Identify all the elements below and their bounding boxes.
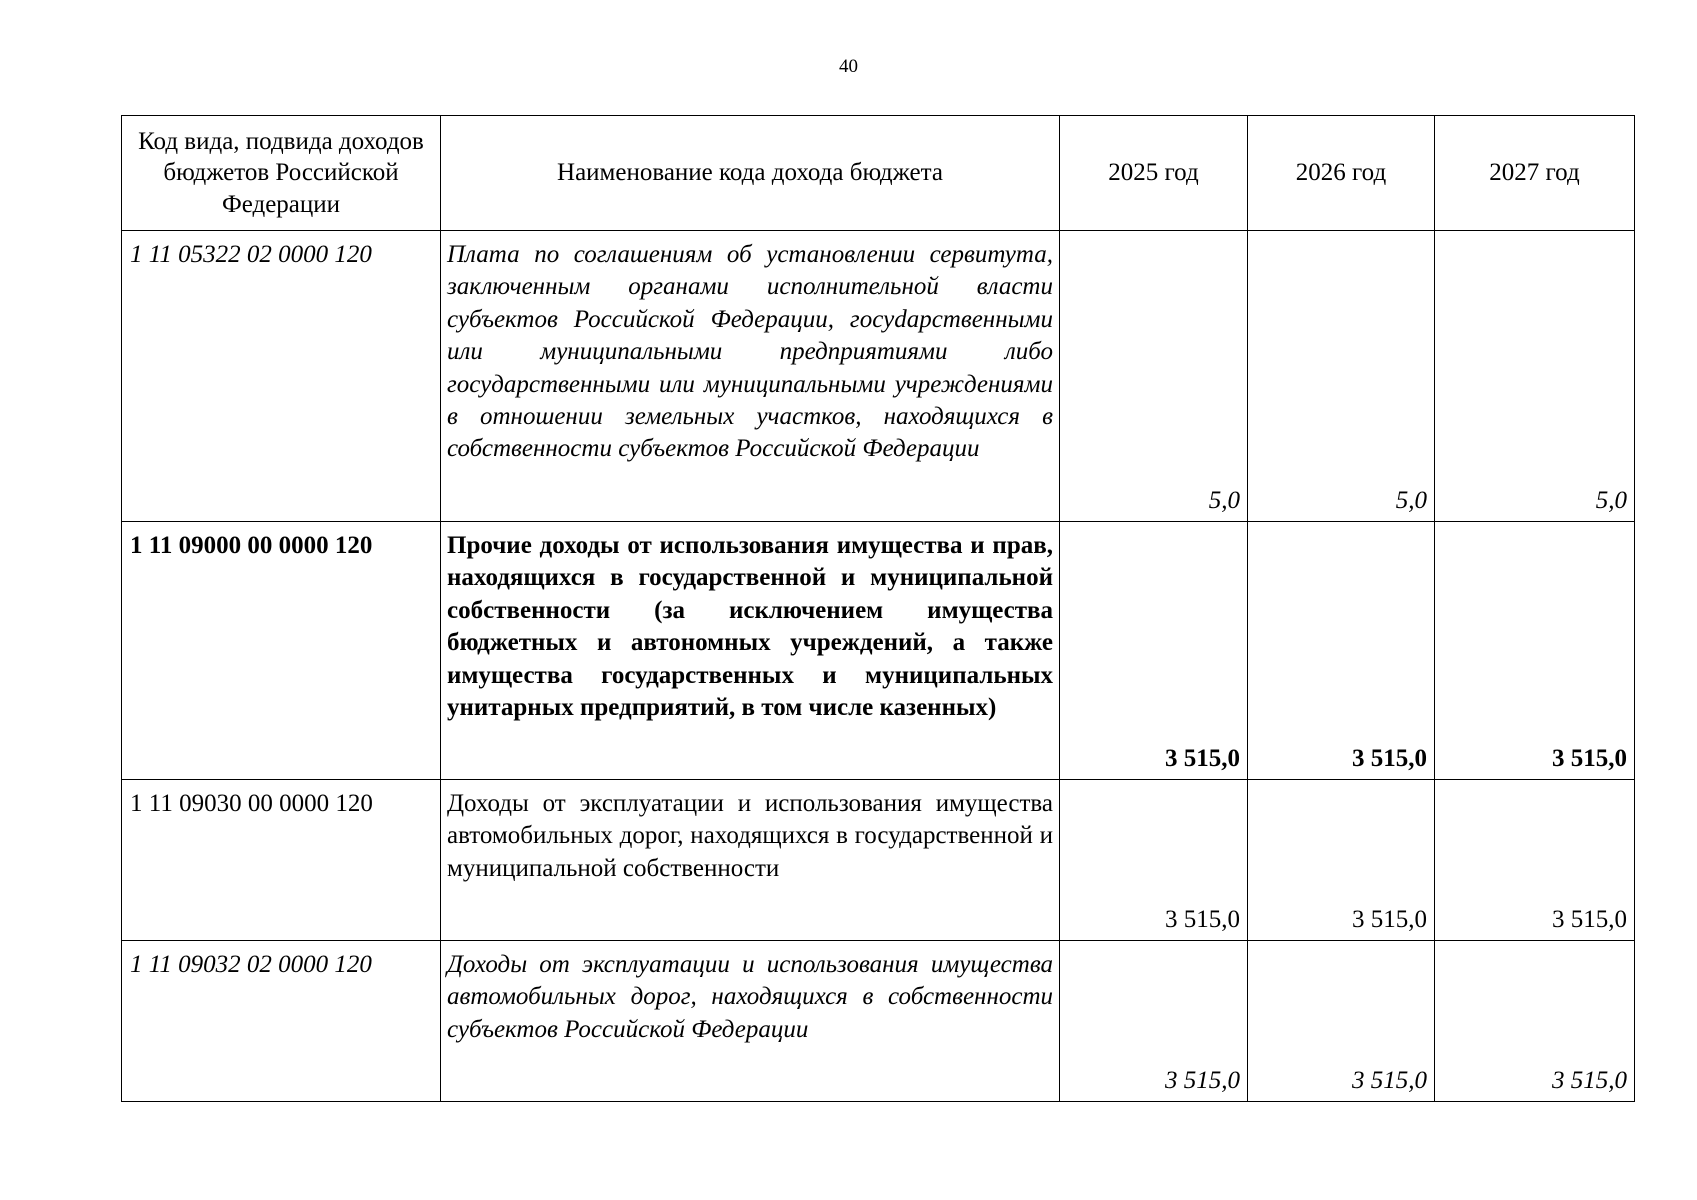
page-number: 40 (839, 56, 858, 77)
revenue-name: Плата по соглашениям об установлении сервитута, заключенным органами исполнительной власти субъектов Российской Федерации, госуdарственными или муниципальными предприятиями либо государственными или муниципальными учреждениями в отношении земельных участков, находящихся в собственности субъектов Российской Федерации (441, 231, 1060, 522)
revenue-code: 1 11 05322 02 0000 120 (122, 231, 441, 522)
table-body (122, 231, 1635, 1102)
header-code: Код вида, подвида доходов бюджетов Российской Федерации (122, 116, 441, 231)
header-2026: 2026 год (1248, 116, 1435, 231)
revenue-name: Доходы от эксплуатации и использования имущества автомобильных дорог, находящихся в собственности субъектов Российской Федерации (441, 941, 1060, 1102)
table-row (122, 231, 1635, 522)
table-row (122, 522, 1635, 780)
amount-2026: 5,0 (1248, 231, 1435, 522)
amount-2027: 3 515,0 (1435, 780, 1635, 941)
table-row (122, 780, 1635, 941)
header-2025: 2025 год (1060, 116, 1248, 231)
header-name: Наименование кода дохода бюджета (441, 116, 1060, 231)
amount-2027: 3 515,0 (1435, 941, 1635, 1102)
amount-2026: 3 515,0 (1248, 780, 1435, 941)
amount-2025: 3 515,0 (1060, 780, 1248, 941)
revenue-code: 1 11 09032 02 0000 120 (122, 941, 441, 1102)
revenue-name: Прочие доходы от использования имущества и прав, находящихся в государственной и муниципальной собственности (за исключением имущества бюджетных и автономных учреждений, а также имущества государственных и муниципальных унитарных предприятий, в том числе казенных) (441, 522, 1060, 780)
revenue-name: Доходы от эксплуатации и использования имущества автомобильных дорог, находящихся в государственной и муниципальной собственности (441, 780, 1060, 941)
table-row (122, 941, 1635, 1102)
revenue-code: 1 11 09000 00 0000 120 (122, 522, 441, 780)
amount-2027: 5,0 (1435, 231, 1635, 522)
budget-revenue-table (121, 115, 1635, 1102)
amount-2026: 3 515,0 (1248, 522, 1435, 780)
amount-2027: 3 515,0 (1435, 522, 1635, 780)
amount-2025: 3 515,0 (1060, 941, 1248, 1102)
amount-2025: 3 515,0 (1060, 522, 1248, 780)
table-header (122, 116, 1635, 231)
amount-2026: 3 515,0 (1248, 941, 1435, 1102)
header-2027: 2027 год (1435, 116, 1635, 231)
header-row (122, 116, 1635, 231)
amount-2025: 5,0 (1060, 231, 1248, 522)
revenue-code: 1 11 09030 00 0000 120 (122, 780, 441, 941)
